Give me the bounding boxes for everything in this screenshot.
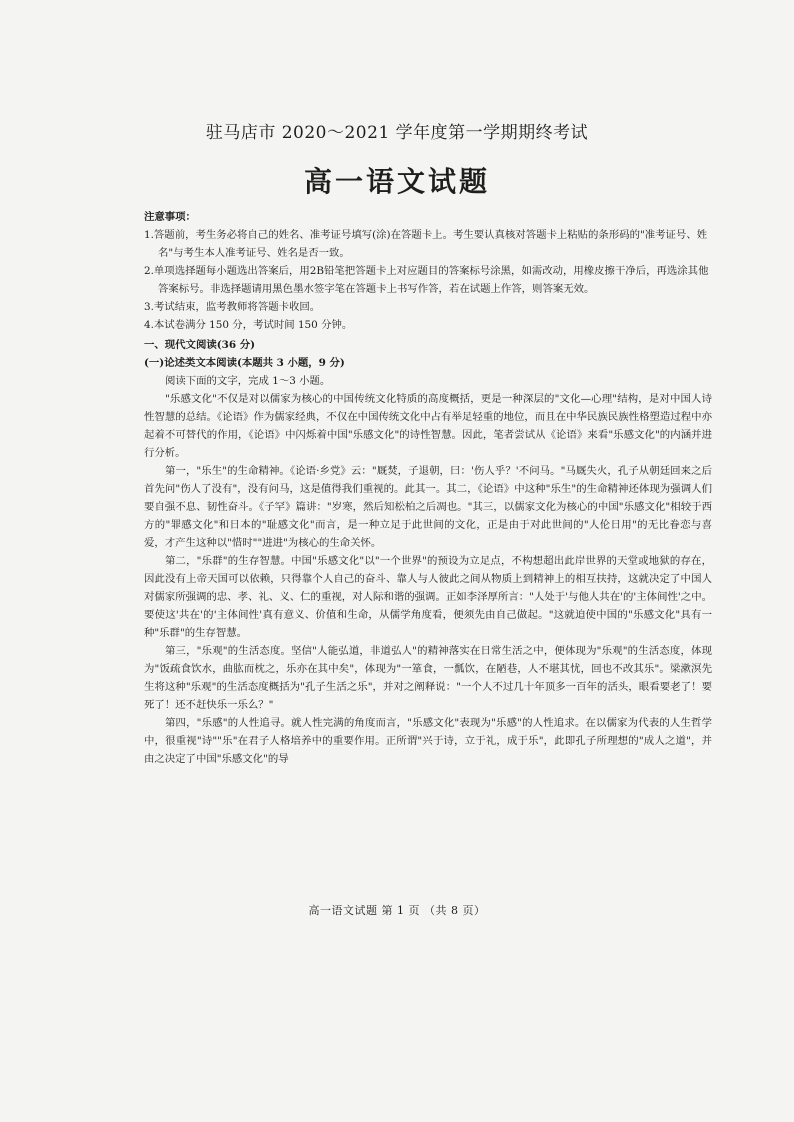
passage-paragraph: 第一，"乐生"的生命精神。《论语·乡党》云："厩焚，子退朝，曰：'伤人乎？'不问马。"马厩失火，孔子从朝廷回来之后首先问"伤人了没有"，没有问马，这是值得我们重视的。此其一。其二，《论语》中这种"乐生"的生命精神还体现为强调人们要自强不息、韧性奋斗。《子罕》篇讲："岁寒，然后知松柏之后凋也。"其三，以儒家文化为核心的中国"乐感文化"相较于西方的"罪感文化"和日本的"耻感文化"而言，是一种立足于此世间的文化，正是由于对此世间的"人伦日用"的无比眷恋与喜爱，才产生这种以"惜时""进进"为核心的生命关怀。 bbox=[144, 465, 712, 549]
passage-paragraph: 第三，"乐观"的生活态度。坚信"人能弘道，非道弘人"的精神落实在日常生活之中，便体现为"乐观"的生活态度，体现为"饭疏食饮水，曲肱而枕之，乐亦在其中矣"，体现为"一箪食，一瓢饮，在陋巷，人不堪其忧，回也不改其乐"。梁漱溟先生将这种"乐观"的生活态度概括为"孔子生活之乐"，并对之阐释说："一个人不过几十年顶多一百年的活头，眼看要老了！要死了！还不赶快乐一乐么？" bbox=[144, 645, 712, 711]
notice-item-1: 1.答题前，考生务必将自己的姓名、准考证号填写(涂)在答题卡上。考生要认真核对答题卡上粘贴的条形码的"准考证号、姓名"与考生本人准考证号、姓名是否一致。 bbox=[144, 229, 708, 259]
notice-item-3: 3.考试结束，监考教师将答题卡收回。 bbox=[144, 301, 321, 313]
exam-title: 驻马店市 2020～2021 学年度第一学期期终考试 bbox=[205, 123, 589, 143]
notice-item-4: 4.本试卷满分 150 分，考试时间 150 分钟。 bbox=[144, 319, 353, 331]
notice-item-2: 2.单项选择题每小题选出答案后，用2B铅笔把答题卡上对应题目的答案标号涂黑，如需改动，用橡皮擦干净后，再选涂其他答案标号。非选择题请用黑色墨水签字笔在答题卡上书写作答，若在试题上作答，则答案无效。 bbox=[144, 265, 709, 295]
passage-paragraph: "乐感文化"不仅是对以儒家为核心的中国传统文化特质的高度概括，更是一种深层的"文化—心理"结构，是对中国人诗性智慧的总结。《论语》作为儒家经典，不仅在中国传统文化中占有举足轻重的地位，而且在中华民族民族性格塑造过程中亦起着不可替代的作用，《论语》中闪烁着中国"乐感文化"的诗性智慧。因此，笔者尝试从《论语》来看"乐感文化"的内涵并进行分析。 bbox=[144, 393, 712, 459]
page-footer: 高一语文试题 第 1 页 （共 8 页） bbox=[308, 904, 486, 917]
passage-paragraph: 第四，"乐感"的人性追寻。就人性完满的角度而言，"乐感文化"表现为"乐感"的人性追求。在以儒家为代表的人生哲学中，很重视"诗""乐"在君子人格培养中的重要作用。正所谓"兴于诗，立于礼，成于乐"，此即孔子所理想的"成人之道"，并由之决定了中国"乐感文化"的导 bbox=[144, 717, 712, 765]
exam-content bbox=[144, 208, 712, 768]
passage-paragraph: 第二，"乐群"的生存智慧。中国"乐感文化"以"一个世界"的预设为立足点，不构想超出此岸世界的天堂或地狱的存在，因此没有上帝天国可以依赖，只得靠个人自己的奋斗、靠人与人彼此之间从物质上到精神上的相互扶持，这就决定了中国人对儒家所强调的忠、孝、礼、义、仁的重视，对人际和谐的强调。正如李泽厚所言："人处于'与他人共在'的'主体间性'之中。要使这'共在'的'主体间性'真有意义、价值和生命，从儒学角度看，便须先由自己做起。"这就迫使中国的"乐感文化"具有一种"乐群"的生存智慧。 bbox=[144, 555, 712, 639]
section-heading: 一、现代文阅读(36 分) bbox=[144, 339, 256, 351]
sub-heading: (一)论述类文本阅读(本题共 3 小题，9 分) bbox=[144, 357, 345, 369]
notice-heading: 注意事项： bbox=[144, 211, 196, 223]
subject-title: 高一语文试题 bbox=[303, 165, 490, 198]
reading-instruction: 阅读下面的文字，完成 1～3 小题。 bbox=[165, 375, 331, 387]
